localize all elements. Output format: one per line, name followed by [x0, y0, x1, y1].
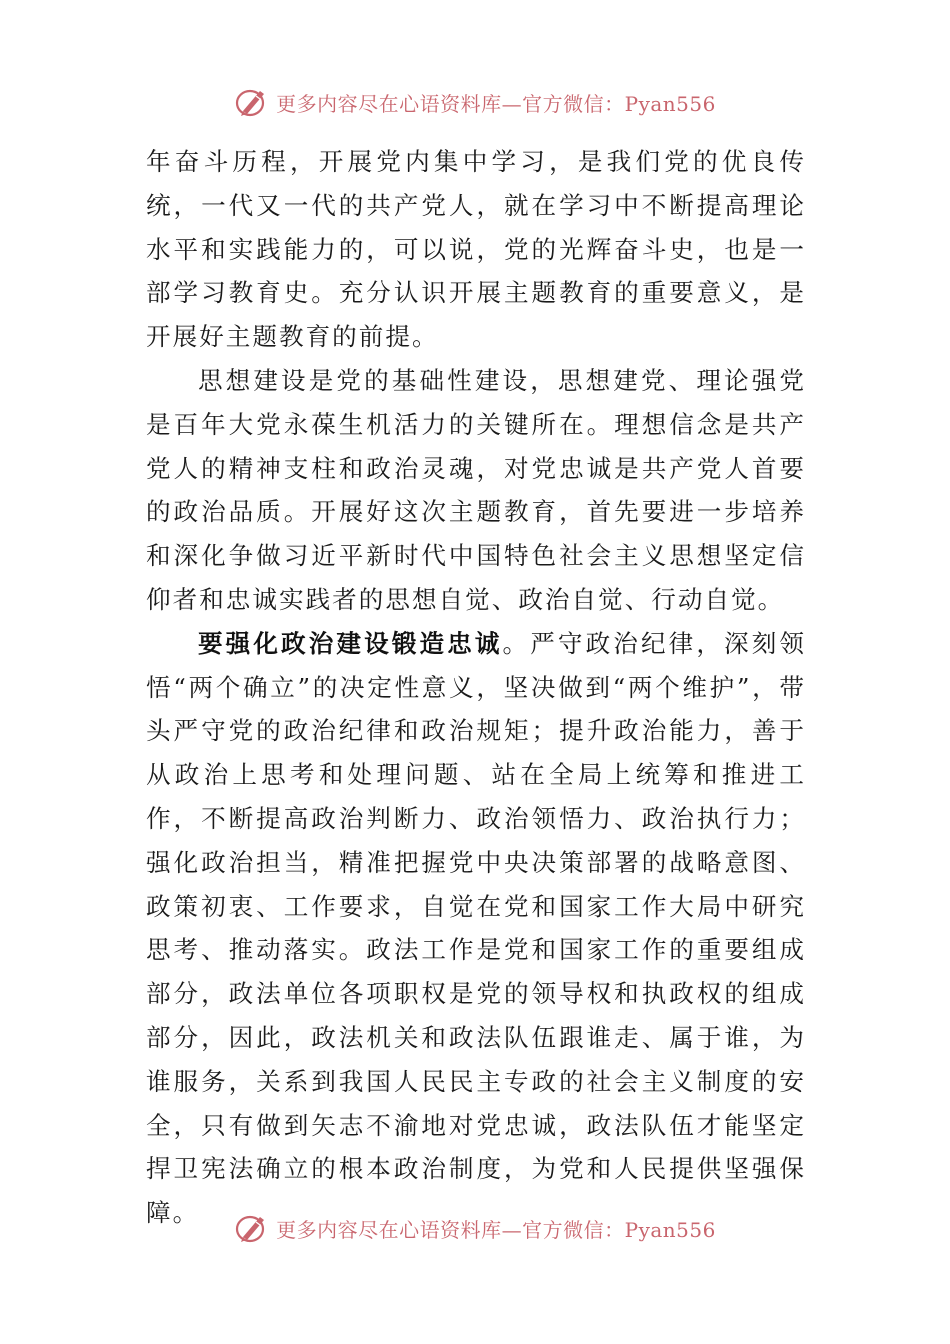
paragraph-3-heading: 要强化政治建设锻造忠诚	[198, 628, 503, 658]
document-body	[146, 140, 806, 1235]
banner-text: 更多内容尽在心语资料库—官方微信：Pyan556	[276, 91, 716, 116]
paragraph-1	[146, 140, 806, 359]
pen-logo-icon	[234, 85, 270, 119]
paragraph-3	[146, 622, 806, 1235]
header-banner	[0, 82, 950, 122]
banner-text: 更多内容尽在心语资料库—官方微信：Pyan556	[276, 1217, 716, 1242]
pen-logo-icon	[234, 1211, 270, 1245]
paragraph-1-text: 年奋斗历程，开展党内集中学习，是我们党的优良传统，一代又一代的共产党人，就在学习中不断提高理论水平和实践能力的，可以说，党的光辉奋斗史，也是一部学习教育史。充分认识开展主题教育的重要意义，是开展好主题教育的前提。	[146, 147, 806, 352]
paragraph-2-text: 思想建设是党的基础性建设，思想建党、理论强党是百年大党永葆生机活力的关键所在。理想信念是共产党人的精神支柱和政治灵魂，对党忠诚是共产党人首要的政治品质。开展好这次主题教育，首先要进一步培养和深化争做习近平新时代中国特色社会主义思想坚定信仰者和忠诚实践者的思想自觉、政治自觉、行动自觉。	[146, 365, 806, 614]
footer-banner	[0, 1208, 950, 1248]
paragraph-2	[146, 359, 806, 622]
paragraph-3-text: 。严守政治纪律，深刻领悟“两个确立”的决定性意义，坚决做到“两个维护”，带头严守党的政治纪律和政治规矩；提升政治能力，善于从政治上思考和处理问题、站在全局上统筹和推进工作，不断提高政治判断力、政治领悟力、政治执行力；强化政治担当，精准把握党中央决策部署的战略意图、政策初衷、工作要求，自觉在党和国家工作大局中研究思考、推动落实。政法工作是党和国家工作的重要组成部分，政法单位各项职权是党的领导权和执政权的组成部分，因此，政法机关和政法队伍跟谁走、属于谁，为谁服务，关系到我国人民民主专政的社会主义制度的安全，只有做到矢志不渝地对党忠诚，政法队伍才能坚定捍卫宪法确立的根本政治制度，为党和人民提供坚强保障。	[146, 628, 806, 1228]
